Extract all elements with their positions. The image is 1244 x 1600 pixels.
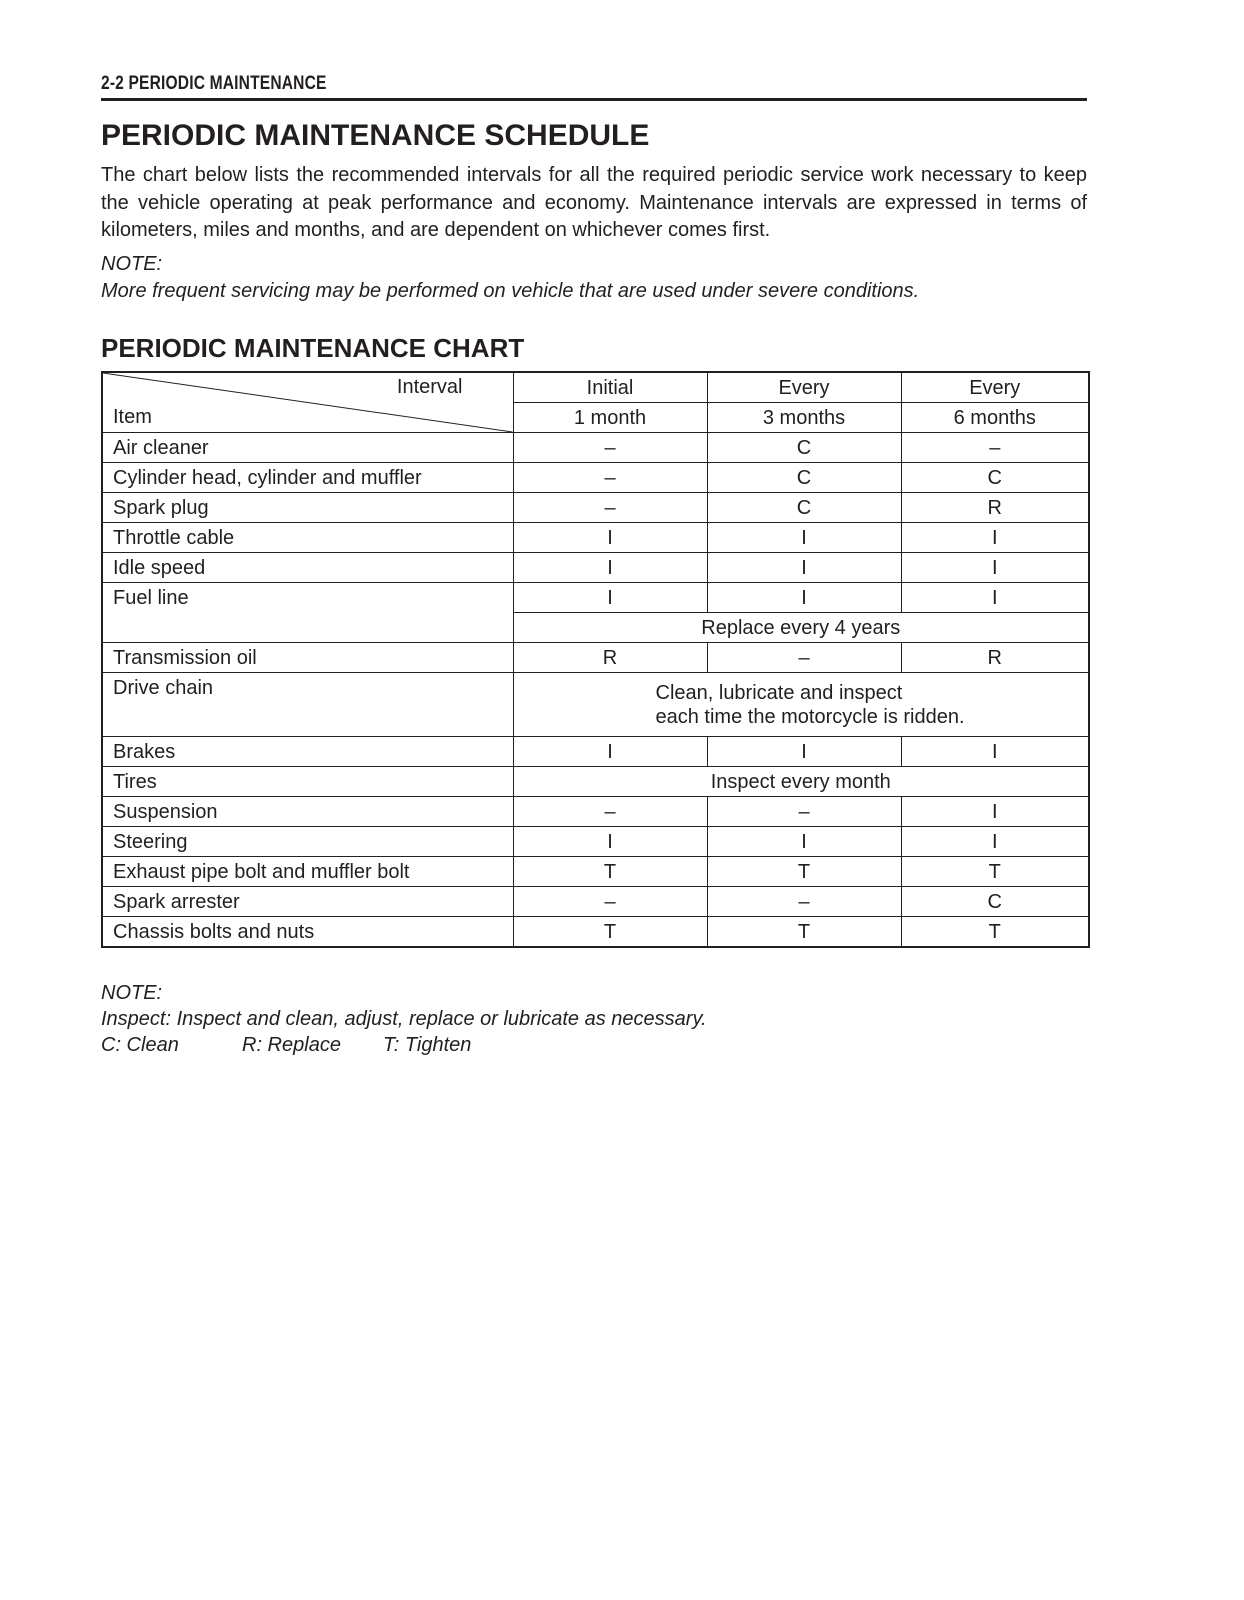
value-cell: –	[707, 643, 901, 673]
value-cell: I	[513, 737, 707, 767]
table-row	[102, 463, 1089, 493]
item-cell: Throttle cable	[102, 523, 513, 553]
section-header: 2-2 PERIODIC MAINTENANCE	[101, 73, 327, 94]
value-cell: –	[513, 797, 707, 827]
table-row	[102, 673, 1089, 737]
table-row	[102, 767, 1089, 797]
note2-label: NOTE:	[101, 982, 163, 1004]
table-row	[102, 583, 1089, 613]
item-cell: Idle speed	[102, 553, 513, 583]
table-row	[102, 493, 1089, 523]
span-line: Clean, lubricate and inspect	[655, 681, 903, 704]
header-row	[102, 372, 1089, 403]
note2-text: Inspect: Inspect and clean, adjust, replace or lubricate as necessary.	[101, 1008, 707, 1030]
value-cell: I	[707, 583, 901, 613]
item-cell: Drive chain	[102, 673, 513, 737]
value-cell: I	[901, 737, 1089, 767]
value-cell: T	[707, 917, 901, 948]
value-cell: I	[707, 827, 901, 857]
value-cell: R	[901, 493, 1089, 523]
item-cell: Tires	[102, 767, 513, 797]
legend	[101, 1032, 471, 1058]
value-cell: I	[901, 797, 1089, 827]
value-cell: I	[513, 583, 707, 613]
value-cell: I	[513, 523, 707, 553]
intro-paragraph: The chart below lists the recommended intervals for all the required periodic service work necessary to keep the vehicle operating at peak performance and economy. Maintenance intervals are expressed in terms of kilometers, miles and months, and are dependent on whichever comes first.	[101, 164, 1087, 241]
column-header-top: Initial	[513, 372, 707, 403]
legend-tighten: T: Tighten	[383, 1034, 472, 1056]
span-line: each time the motorcycle is ridden.	[655, 705, 965, 728]
column-header-bottom: 6 months	[901, 403, 1089, 433]
header-interval: Interval	[396, 376, 463, 398]
table-row	[102, 643, 1089, 673]
value-cell: C	[901, 463, 1089, 493]
value-cell: R	[513, 643, 707, 673]
column-header-top: Every	[707, 372, 901, 403]
value-cell: –	[513, 493, 707, 523]
table-row	[102, 797, 1089, 827]
value-cell: I	[513, 553, 707, 583]
value-cell: C	[707, 463, 901, 493]
value-cell: I	[901, 523, 1089, 553]
note-label: NOTE:	[101, 253, 163, 275]
value-cell: –	[901, 433, 1089, 463]
value-cell: –	[513, 887, 707, 917]
value-cell: C	[707, 433, 901, 463]
span-cell	[513, 673, 1089, 737]
value-cell: –	[707, 887, 901, 917]
page-title: PERIODIC MAINTENANCE SCHEDULE	[101, 119, 650, 152]
value-cell: I	[513, 827, 707, 857]
value-cell: –	[513, 463, 707, 493]
legend-clean: C: Clean	[101, 1034, 179, 1056]
value-cell: T	[901, 917, 1089, 948]
span-cell: Inspect every month	[513, 767, 1089, 797]
item-cell: Spark plug	[102, 493, 513, 523]
item-cell: Exhaust pipe bolt and muffler bolt	[102, 857, 513, 887]
item-cell: Spark arrester	[102, 887, 513, 917]
value-cell: C	[707, 493, 901, 523]
span-cell: Replace every 4 years	[513, 613, 1089, 643]
item-cell: Chassis bolts and nuts	[102, 917, 513, 948]
item-cell: Brakes	[102, 737, 513, 767]
item-cell: Air cleaner	[102, 433, 513, 463]
value-cell: T	[901, 857, 1089, 887]
value-cell: I	[901, 553, 1089, 583]
column-header-bottom: 1 month	[513, 403, 707, 433]
value-cell: T	[513, 917, 707, 948]
value-cell: I	[707, 553, 901, 583]
page-header	[101, 72, 1087, 101]
table-row	[102, 523, 1089, 553]
value-cell: R	[901, 643, 1089, 673]
table-row	[102, 737, 1089, 767]
value-cell: –	[707, 797, 901, 827]
table-row	[102, 887, 1089, 917]
value-cell: I	[901, 827, 1089, 857]
chart-title: PERIODIC MAINTENANCE CHART	[101, 333, 525, 363]
item-cell: Transmission oil	[102, 643, 513, 673]
value-cell: –	[513, 433, 707, 463]
item-cell: Suspension	[102, 797, 513, 827]
value-cell: C	[901, 887, 1089, 917]
value-cell: I	[901, 583, 1089, 613]
table-row	[102, 433, 1089, 463]
item-cell: Steering	[102, 827, 513, 857]
maintenance-chart	[101, 371, 1090, 948]
value-cell: T	[707, 857, 901, 887]
column-header-top: Every	[901, 372, 1089, 403]
note-text: More frequent servicing may be performed on vehicle that are used under severe conditions.	[101, 280, 920, 302]
table-row	[102, 857, 1089, 887]
value-cell: I	[707, 523, 901, 553]
item-cell: Fuel line	[102, 583, 513, 643]
header-diagonal-cell	[102, 372, 513, 433]
value-cell: T	[513, 857, 707, 887]
legend-replace: R: Replace	[242, 1034, 341, 1056]
table-row	[102, 553, 1089, 583]
header-item: Item	[113, 406, 152, 428]
column-header-bottom: 3 months	[707, 403, 901, 433]
item-cell: Cylinder head, cylinder and muffler	[102, 463, 513, 493]
value-cell: I	[707, 737, 901, 767]
table-row	[102, 827, 1089, 857]
table-row	[102, 917, 1089, 948]
